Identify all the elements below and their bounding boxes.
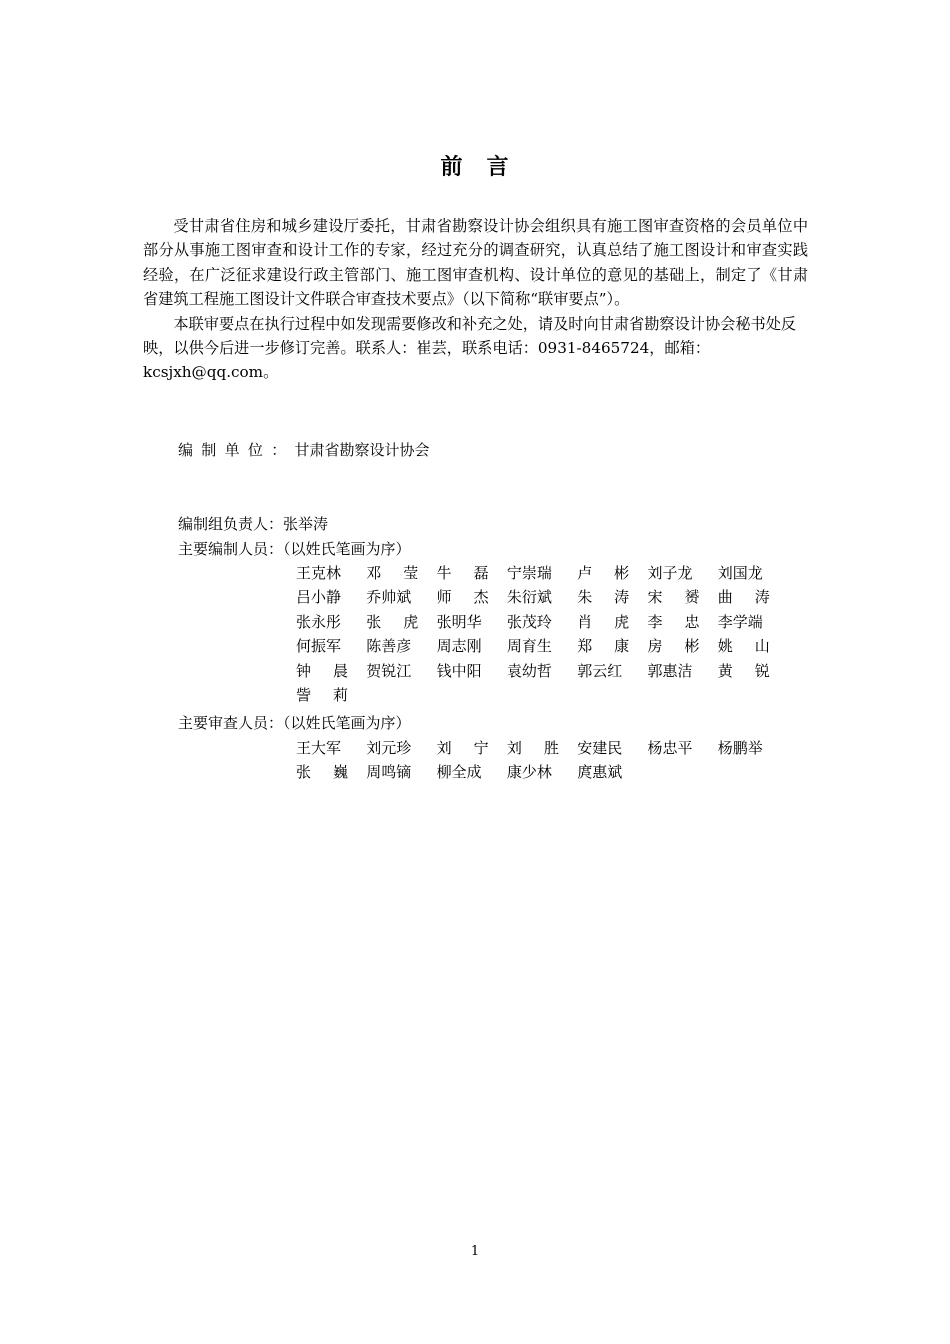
compiling-unit	[178, 438, 430, 462]
person-name: 柳全成	[436, 763, 482, 782]
person-name: 张 巍	[296, 763, 348, 782]
person-name: 贺锐江	[366, 661, 412, 680]
person-name: 邓 莹	[366, 564, 419, 582]
person-name: 宁崇瑞	[506, 564, 552, 582]
preface-paragraph: 受甘肃省住房和城乡建设厅委托，甘肃省勘察设计协会组织具有施工图审查资格的会员单位中部分从事施工图审查和设计工作的专家，经过充分的调查研究，认真总结了施工图设计和审查实践经验，在广泛征求建设行政主管部门、施工图审查机构、设计单位的意见的基础上，制定了《甘肃省建筑工程施工图设计文件联合审查技术要点》（以下简称“联审要点”）。	[143, 217, 808, 309]
person-name: 肖 虎	[577, 612, 630, 631]
person-name: 李学端	[717, 612, 763, 631]
person-name: 刘 宁	[436, 739, 489, 757]
person-name: 刘元珍	[366, 739, 412, 757]
person-name: 庹惠斌	[577, 763, 623, 782]
person-name: 何振军	[296, 637, 342, 656]
person-name: 郭惠洁	[647, 661, 693, 680]
person-name: 周育生	[506, 637, 552, 656]
person-name: 杨忠平	[647, 739, 693, 757]
person-name: 郑 康	[577, 637, 630, 656]
person-name: 师 杰	[436, 588, 489, 607]
person-name: 乔帅斌	[366, 588, 412, 607]
person-name: 黄 锐	[717, 661, 770, 680]
editors-list	[296, 561, 788, 707]
person-name: 訾 莉	[296, 686, 348, 705]
person-name: 王大军	[296, 739, 342, 757]
person-name: 李 忠	[647, 612, 700, 631]
editors-label: 主要编制人员：（以姓氏笔画为序）	[178, 540, 411, 558]
reviewers-label: 主要审查人员：（以姓氏笔画为序）	[178, 714, 411, 732]
person-name: 朱 涛	[577, 588, 630, 607]
person-name: 曲 涛	[717, 588, 770, 607]
person-name: 张永彤	[296, 612, 342, 631]
person-name: 安建民	[577, 739, 623, 757]
person-name: 刘 胜	[506, 739, 559, 757]
compiling-leader-value: 张举涛	[283, 515, 329, 533]
person-name: 吕小静	[296, 588, 342, 607]
person-name: 张明华	[436, 612, 482, 631]
person-name: 朱衍斌	[506, 588, 552, 607]
person-name: 袁幼哲	[506, 661, 552, 680]
person-name: 宋 赟	[647, 588, 700, 607]
person-name: 张茂玲	[506, 612, 552, 631]
reviewers-list	[296, 736, 788, 785]
person-name: 张 虎	[366, 612, 419, 631]
compiling-unit-label: 编制单位：	[178, 441, 295, 459]
compiling-unit-value: 甘肃省勘察设计协会	[294, 441, 430, 459]
person-name: 卢 彬	[577, 564, 630, 582]
person-name: 王克林	[296, 564, 342, 582]
page-title: 前 言	[440, 155, 510, 180]
person-name: 刘国龙	[717, 564, 763, 582]
person-name: 钟 晨	[296, 661, 348, 680]
person-name: 周志刚	[436, 637, 482, 656]
preface-paragraph: 本联审要点在执行过程中如发现需要修改和补充之处，请及时向甘肃省勘察设计协会秘书处反映，以供今后进一步修订完善。联系人：崔芸，联系电话：0931-8465724，邮箱：kcsjxh@qq.com。	[143, 314, 797, 382]
person-name: 陈善彦	[366, 637, 412, 656]
person-name: 杨鹏举	[717, 739, 763, 757]
person-name: 康少林	[506, 763, 552, 782]
page-number: 1	[470, 1244, 480, 1259]
compiling-leader-label: 编制组负责人：	[178, 515, 284, 533]
person-name: 姚 山	[717, 637, 770, 656]
person-name: 钱中阳	[436, 661, 482, 680]
person-name: 牛 磊	[436, 564, 489, 582]
compiling-leader	[178, 512, 328, 536]
person-name: 房 彬	[647, 637, 700, 656]
preface-body	[143, 214, 808, 385]
person-name: 郭云红	[577, 661, 623, 680]
person-name: 刘子龙	[647, 564, 693, 582]
person-name: 周鸣镝	[366, 763, 412, 782]
